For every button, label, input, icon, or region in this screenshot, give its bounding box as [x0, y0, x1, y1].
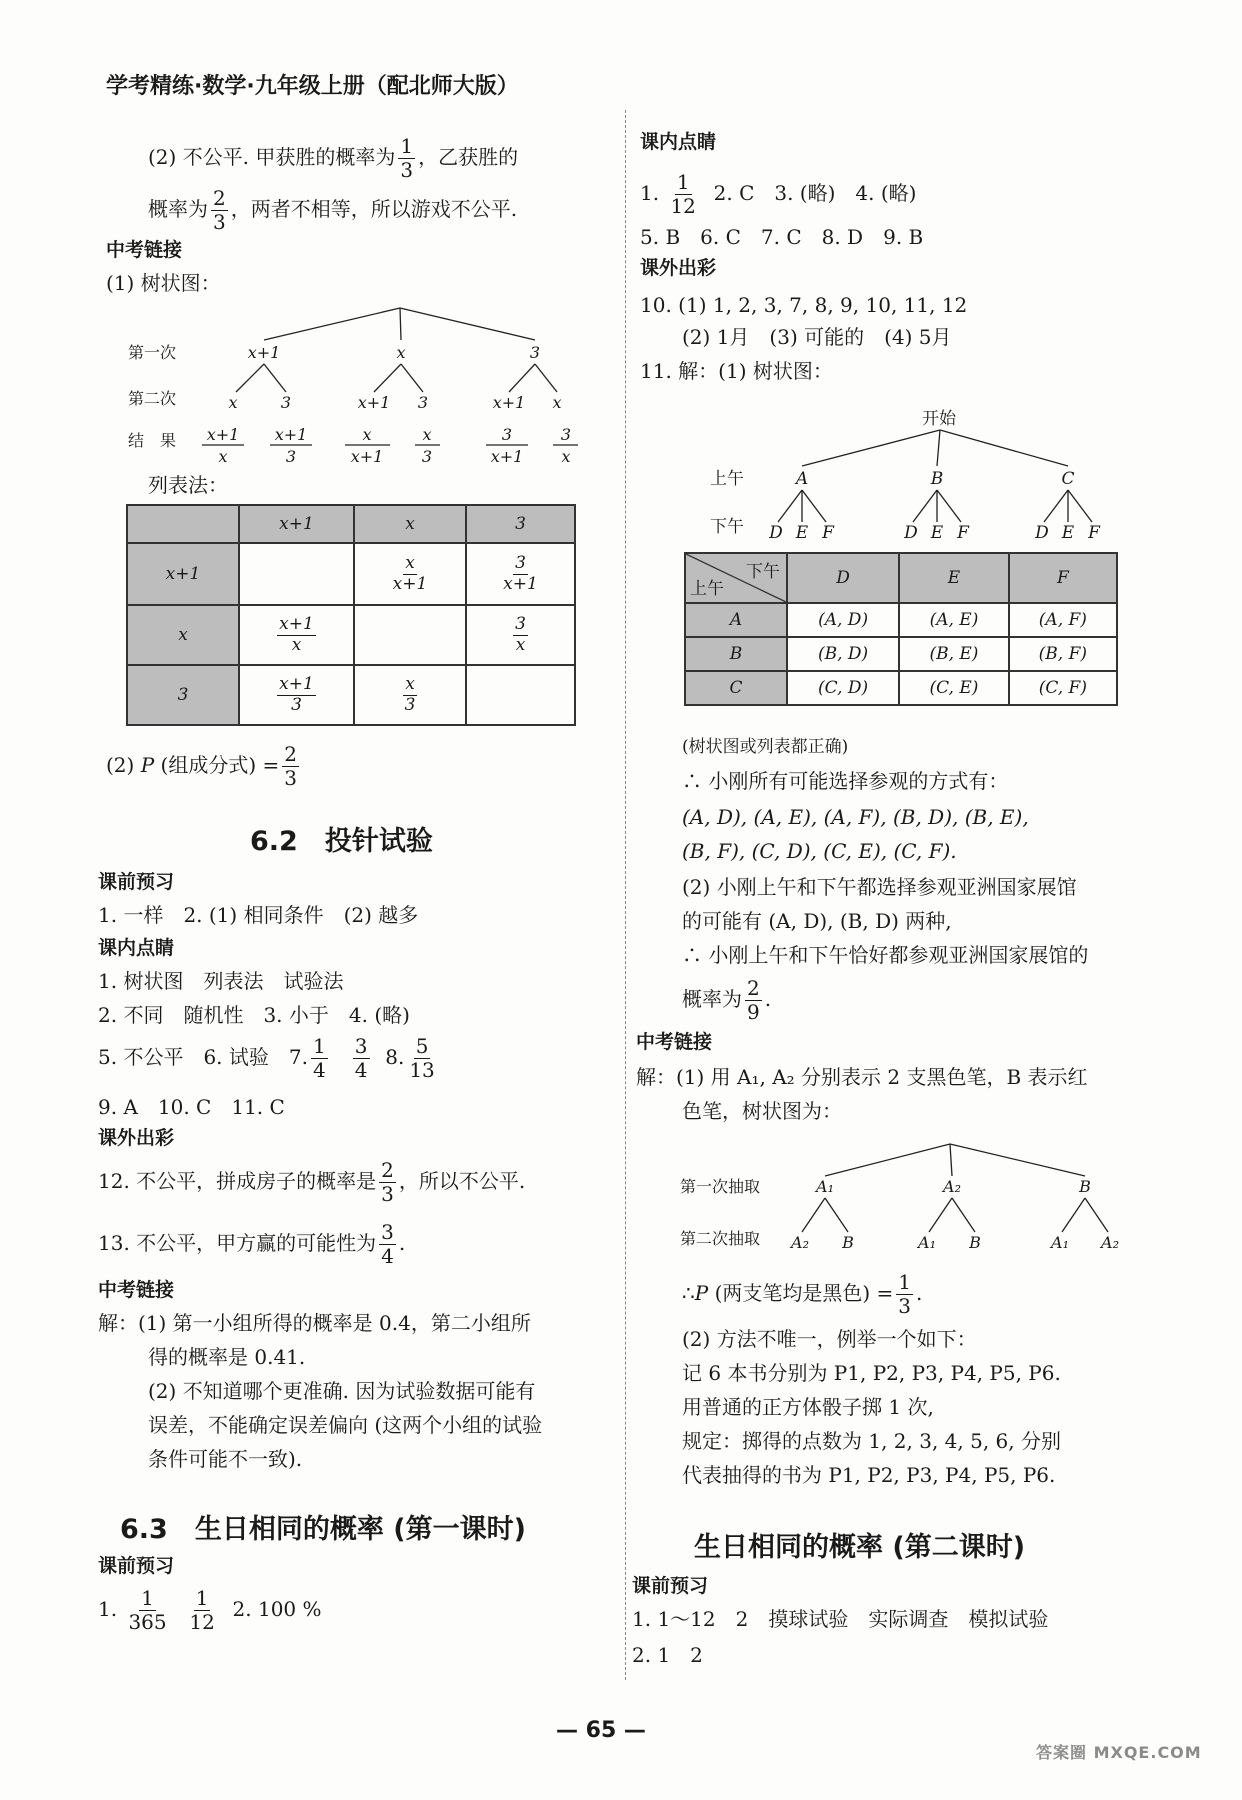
tree-node: E [795, 523, 809, 543]
table-col-header: F [1009, 553, 1117, 603]
answer-line: 的可能有 (A, D), (B, D) 两种, [682, 909, 952, 933]
table-cell [354, 605, 466, 665]
answer-line: 9. A 10. C 11. C [98, 1095, 285, 1119]
tree-node: B [1079, 1177, 1091, 1196]
answer-line: (B, F), (C, D), (C, E), (C, F). [682, 839, 957, 863]
tree-node: E [1061, 523, 1075, 543]
answer-line: 条件可能不一致). [148, 1447, 303, 1471]
answer-line: 5. B 6. C 7. C 8. D 9. B [640, 225, 924, 249]
page-header-title: 学考精练·数学·九年级上册（配北师大版） [106, 74, 519, 99]
column-divider [625, 110, 626, 1680]
tree-row-label-second: 第二次 [128, 389, 177, 408]
answer-line: 解：(1) 用 A₁, A₂ 分别表示 2 支黑色笔，B 表示红 [636, 1065, 1088, 1089]
answer-line: 规定：掷得的点数为 1, 2, 3, 4, 5, 6, 分别 [682, 1429, 1061, 1453]
table-row-header: x+1 [127, 543, 239, 605]
page-number: — 65 — [556, 1718, 646, 1743]
tree-node: E [930, 523, 944, 543]
tree-node: D [769, 523, 783, 543]
tree-node: F [822, 523, 834, 543]
answer-line: (2) 1月 (3) 可能的 (4) 5月 [682, 325, 952, 349]
table-cell: (B, F) [1009, 637, 1117, 671]
subheading-preview: 课前预习 [98, 1555, 175, 1577]
table-row-header: C [685, 671, 787, 705]
answer-line: 1. 一样 2. (1) 相同条件 (2) 越多 [98, 903, 419, 927]
tree-node: x+1 [247, 343, 281, 362]
tree-node: 3 [529, 343, 541, 362]
fraction: $\frac{2}{3}$ [213, 186, 226, 234]
tree-result-num: 3 [560, 425, 572, 444]
answer-line: 得的概率是 0.41. [148, 1345, 306, 1369]
answer-line: 12. 不公平，拼成房子的概率是 $\frac{2}{3}$ ，所以不公平. [98, 1158, 526, 1206]
tree-result-den: x [218, 447, 228, 466]
tree-row-label-morning: 上午 [710, 469, 744, 489]
watermark-logo: 答案圈 MXQE.COM [1036, 1743, 1202, 1762]
tree-node: B [969, 1233, 981, 1252]
answer-line: 误差，不能确定误差偏向 (这两个小组的试验 [148, 1413, 543, 1437]
tree-node: x [396, 343, 406, 362]
tree-result-den: x+1 [490, 447, 524, 466]
answer-line: 1. 1～12 2 摸球试验 实际调查 模拟试验 [632, 1607, 1049, 1631]
table-cell: $\frac{x}{x+1}$ [354, 543, 466, 605]
tree-row-label-first: 第一次抽取 [680, 1177, 761, 1196]
subheading-classwork: 课内点睛 [640, 131, 717, 153]
tree-root: 开始 [922, 409, 956, 429]
table-col-header: E [899, 553, 1009, 603]
answer-line: 1. 树状图 列表法 试验法 [98, 969, 344, 993]
section-title-6-3: 6.3 生日相同的概率 (第一课时) [120, 1514, 526, 1545]
fraction: $\frac{1}{3}$ [400, 134, 414, 182]
answer-line: (树状图或列表都正确) [682, 737, 849, 757]
answer-line: ∴ 小刚上午和下午恰好都参观亚洲国家展馆的 [682, 943, 1089, 967]
tree-node: 3 [417, 393, 429, 412]
corner-label-bottom: 上午 [690, 579, 724, 599]
tree-diagram-pens [680, 1136, 1130, 1266]
tree-node: x+1 [492, 393, 526, 412]
tree-node: 3 [280, 393, 292, 412]
tree-node: F [957, 523, 969, 543]
table-corner [685, 553, 787, 603]
answer-line: 13. 不公平，甲方赢的可能性为 $\frac{3}{4}$ . [98, 1220, 406, 1268]
table-cell: (B, E) [899, 637, 1009, 671]
answer-line: ∴ 小刚所有可能选择参观的方式有： [682, 769, 1009, 793]
answer-line: 2. 1 2 [632, 1643, 703, 1667]
subheading-preview: 课前预习 [98, 871, 175, 893]
tree-node: B [930, 469, 944, 489]
table-cell: (A, F) [1009, 603, 1117, 637]
tree-result-den: x+1 [350, 447, 384, 466]
table-cell: (C, E) [899, 671, 1009, 705]
tree-result-den: 3 [285, 447, 297, 466]
table-corner [127, 505, 239, 543]
answer-line: (2) 不知道哪个更准确. 因为试验数据可能有 [148, 1379, 536, 1403]
tree-label: (1) 树状图： [106, 271, 221, 295]
tree-node: A₁ [918, 1233, 936, 1252]
table-col-header: x [354, 505, 466, 543]
table-cell: (A, E) [899, 603, 1009, 637]
tree-result-den: 3 [421, 447, 433, 466]
tree-row-label-first: 第一次 [128, 343, 177, 362]
section-heading-zhongkao: 中考链接 [636, 1031, 713, 1053]
subheading-preview: 课前预习 [632, 1575, 709, 1597]
table-cell: $\frac{x+1}{3}$ [239, 665, 354, 725]
answer-line: 概率为 $\frac{2}{9}$ . [682, 976, 772, 1024]
tree-result-num: x [422, 425, 432, 444]
answer-line: 2. 不同 随机性 3. 小于 4. (略) [98, 1003, 410, 1027]
table-cell [466, 665, 575, 725]
intro-line-1: (2) 不公平. 甲获胜的概率为 $\frac{1}{3}$ ，乙获胜的 [148, 134, 519, 182]
tree-node: x+1 [357, 393, 391, 412]
tree-node: x [228, 393, 238, 412]
subheading-extra: 课外出彩 [640, 257, 717, 279]
table-col-header: D [787, 553, 899, 603]
answer-line: (2) 方法不唯一，例举一个如下： [682, 1327, 977, 1351]
tree-row-label-result: 结 果 [128, 431, 177, 450]
intro-line-2: 概率为 $\frac{2}{3}$ ，两者不相等，所以游戏不公平. [148, 186, 518, 234]
tree-result-num: x+1 [274, 425, 308, 444]
table-label: 列表法： [148, 473, 228, 497]
tree-node: A₂ [943, 1177, 961, 1196]
table-row-header: 3 [127, 665, 239, 725]
table-col-header: x+1 [239, 505, 354, 543]
answer-line: 色笔，树状图为： [682, 1099, 842, 1123]
section-heading-zhongkao: 中考链接 [106, 239, 183, 261]
tree-result-num: x+1 [206, 425, 240, 444]
table-row-header: x [127, 605, 239, 665]
tree-row-label-second: 第二次抽取 [680, 1229, 761, 1248]
tree-result-num: x [362, 425, 372, 444]
answer-line: (A, D), (A, E), (A, F), (B, D), (B, E), [682, 805, 1029, 829]
tree-result-den: x [561, 447, 571, 466]
answer-line: 用普通的正方体骰子掷 1 次, [682, 1395, 934, 1419]
table-col-header: 3 [466, 505, 575, 543]
answer-line: 记 6 本书分别为 P1, P2, P3, P4, P5, P6. [682, 1361, 1061, 1385]
tree-node: D [1035, 523, 1049, 543]
tree-node: D [904, 523, 918, 543]
tree-row-label-afternoon: 下午 [710, 517, 744, 537]
answer-line: 代表抽得的书为 P1, P2, P3, P4, P5, P6. [682, 1463, 1056, 1487]
tree-node: x [552, 393, 562, 412]
section-title-birthday-2: 生日相同的概率 (第二课时) [694, 1532, 1026, 1563]
tree-node: A [795, 469, 809, 489]
table-cell: $\frac{3}{x}$ [466, 605, 575, 665]
table-row-header: A [685, 603, 787, 637]
tree-node: F [1088, 523, 1100, 543]
tree-node: B [842, 1233, 854, 1252]
answer-line: ∴P (两支笔均是黑色) = $\frac{1}{3}$ . [682, 1270, 923, 1318]
table-cell: (B, D) [787, 637, 899, 671]
table-cell: (A, D) [787, 603, 899, 637]
tree-node: A₂ [791, 1233, 809, 1252]
section-heading-zhongkao: 中考链接 [98, 1279, 175, 1301]
tree-node: A₁ [1051, 1233, 1069, 1252]
table-cell: $\frac{3}{x+1}$ [466, 543, 575, 605]
tree-diagram-fraction [120, 300, 610, 470]
table-cell: $\frac{x}{3}$ [354, 665, 466, 725]
corner-label-top: 下午 [746, 562, 780, 582]
answer-line: 1. $\frac{1}{365}$ $\frac{1}{12}$ 2. 100 % [98, 1586, 322, 1634]
answer-line: 5. 不公平 6. 试验 7. $\frac{1}{4}$ $\frac{3}{4}$ 8. $\frac{5}{13}$ [98, 1034, 435, 1082]
answer-line: 11. 解：(1) 树状图： [640, 359, 833, 383]
list-table-exhibition [684, 552, 1118, 706]
answer-line: (2) 小刚上午和下午都选择参观亚洲国家展馆 [682, 875, 1077, 899]
section-title-6-2: 6.2 投针试验 [250, 826, 433, 857]
list-table-fraction [126, 504, 576, 726]
table-row-header: B [685, 637, 787, 671]
tree-result-num: 3 [501, 425, 513, 444]
answer-p2: (2) P (组成分式) = $\frac{2}{3}$ [106, 742, 297, 790]
tree-node: C [1061, 469, 1075, 489]
answer-line: 10. (1) 1, 2, 3, 7, 8, 9, 10, 11, 12 [640, 293, 968, 317]
table-cell: (C, F) [1009, 671, 1117, 705]
tree-node: A₂ [1101, 1233, 1119, 1252]
answer-line: 解：(1) 第一小组所得的概率是 0.4，第二小组所 [98, 1311, 531, 1335]
answer-line: 1. $\frac{1}{12}$ 2. C 3. (略) 4. (略) [640, 170, 917, 218]
table-cell: (C, D) [787, 671, 899, 705]
subheading-classwork: 课内点睛 [98, 937, 175, 959]
subheading-extra: 课外出彩 [98, 1127, 175, 1149]
table-cell: $\frac{x+1}{x}$ [239, 605, 354, 665]
tree-diagram-exhibition [690, 404, 1130, 544]
table-cell [239, 543, 354, 605]
tree-node: A₁ [816, 1177, 834, 1196]
